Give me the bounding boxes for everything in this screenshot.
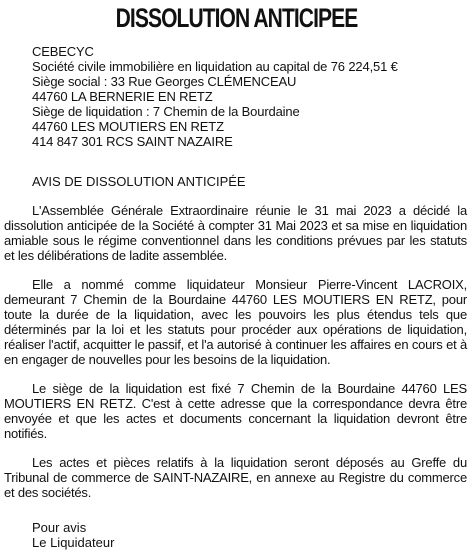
company-name: CEBECYC: [32, 44, 94, 59]
closing-signatory: Le Liquidateur: [32, 535, 115, 550]
company-description: Société civile immobilière en liquidation au capital de 76 224,51 €: [32, 59, 398, 74]
company-info: [4, 44, 469, 149]
head-office-city: 44760 LA BERNERIE EN RETZ: [32, 89, 213, 104]
notice-heading: AVIS DE DISSOLUTION ANTICIPÉE: [32, 174, 246, 189]
paragraph-dissolution: L'Assemblée Générale Extraordinaire réunie le 31 mai 2023 a décidé la dissolution anticipée de la Société à compter 31 Mai 2023 et sa mise en liquidation amiable sous le régime conventionnel dans les conditions prévues par les statuts et les délibérations de ladite assemblée.: [4, 203, 467, 263]
paragraph-filing: Les actes et pièces relatifs à la liquidation seront déposés au Greffe du Tribunal de commerce de SAINT-NAZAIRE, en annexe au Registre du commerce et des sociétés.: [4, 455, 467, 500]
notice-title: DISSOLUTION ANTICIPEE: [115, 3, 358, 33]
liquidation-office-address: Siège de liquidation : 7 Chemin de la Bourdaine: [32, 104, 300, 119]
paragraph-liquidator: Elle a nommé comme liquidateur Monsieur Pierre-Vincent LACROIX, demeurant 7 Chemin de la Bourdaine 44760 LES MOUTIERS EN RETZ, pour toute la durée de la liquidation, avec les pouvoirs les plus étendus tels que déterminés par la loi et les statuts pour procéder aux opérations de liquidation, réaliser l'actif, acquitter le passif, et l'a autorisé à continuer les affaires en cours et à en engager de nouvelles pour les besoins de la liquidation.: [4, 277, 467, 367]
paragraph-seat: Le siège de la liquidation est fixé 7 Chemin de la Bourdaine 44760 LES MOUTIERS EN RETZ. C'est à cette adresse que la correspondance devra être envoyée et que les actes et documents concernant la liquidation devront être notifiés.: [4, 381, 467, 441]
closing: [4, 520, 469, 550]
liquidation-office-city: 44760 LES MOUTIERS EN RETZ: [32, 119, 224, 134]
closing-line-1: Pour avis: [32, 520, 87, 535]
rcs-number: 414 847 301 RCS SAINT NAZAIRE: [32, 134, 233, 149]
head-office-address: Siège social : 33 Rue Georges CLÉMENCEAU: [32, 74, 297, 89]
